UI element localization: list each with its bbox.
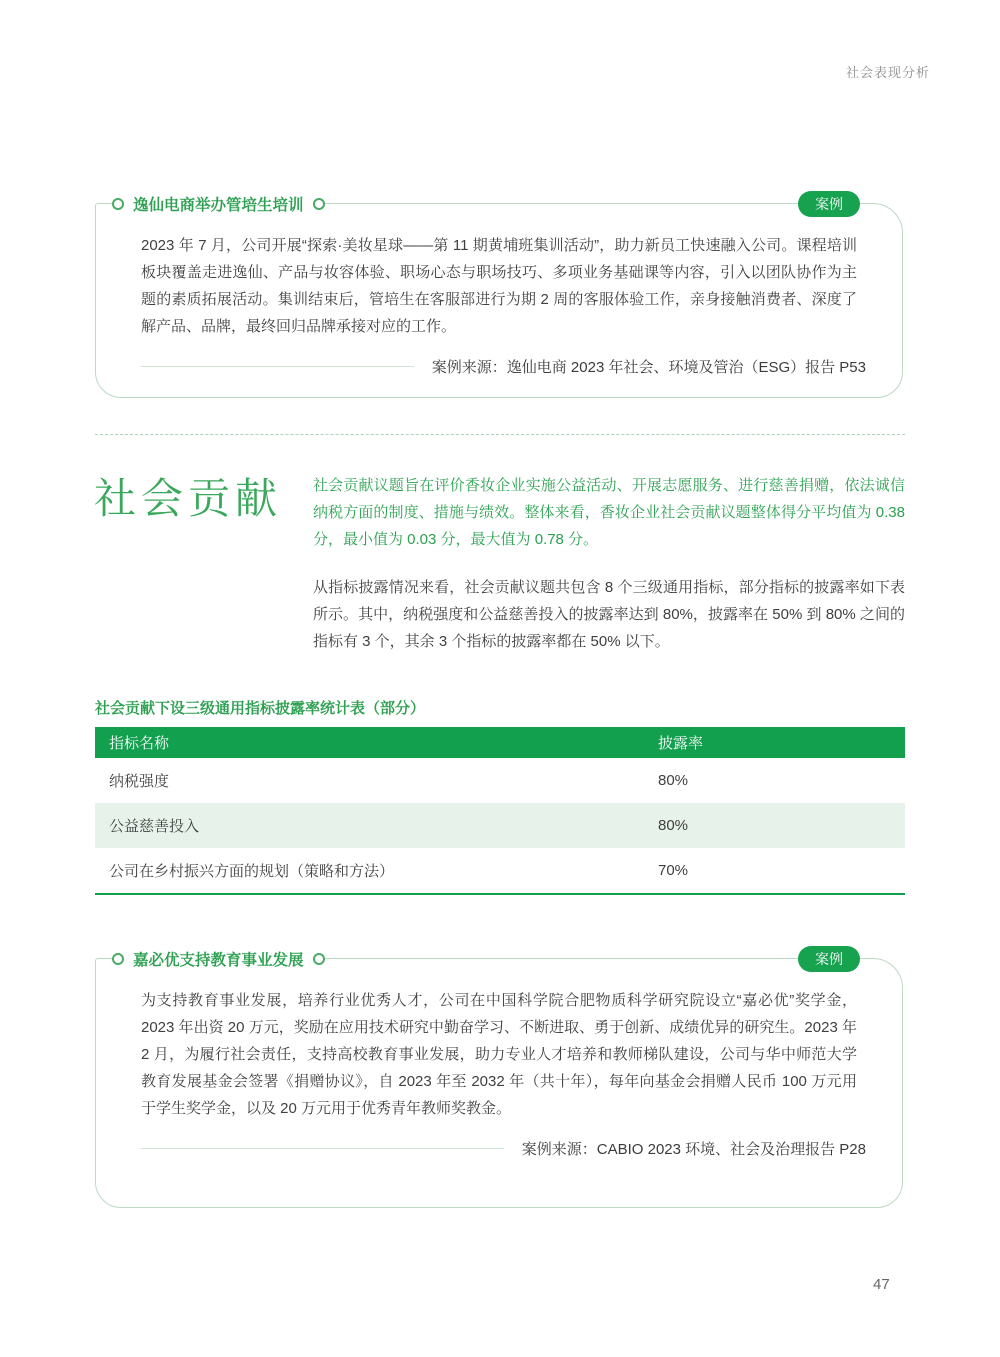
connector-dot-icon: [112, 198, 124, 210]
connector-dot-icon: [313, 198, 325, 210]
case-box-yixian: [95, 196, 903, 398]
case-badge: 案例: [798, 946, 860, 972]
source-divider-line: [141, 1148, 504, 1149]
connector-dot-icon: [112, 953, 124, 965]
case-title: 嘉必优支持教育事业发展: [124, 948, 313, 970]
table-cell-indicator: 纳税强度: [109, 773, 170, 790]
disclosure-rate-table: [95, 727, 905, 895]
page-header-label: 社会表现分析: [845, 65, 930, 80]
page-number: 47: [873, 1276, 890, 1293]
case-box-header: [96, 945, 902, 973]
table-cell-rate: 80%: [658, 772, 689, 789]
case-source-text: 案例来源：CABIO 2023 环境、社会及治理报告 P28: [521, 1141, 866, 1158]
table-cell-rate: 70%: [658, 862, 689, 879]
connector-dot-icon: [313, 953, 325, 965]
table-header-row: [95, 727, 905, 758]
table-row: [95, 758, 905, 803]
source-divider-line: [141, 366, 414, 367]
case-source-row: [141, 1138, 866, 1159]
case-body-text: 2023 年 7 月，公司开展“探索·美妆星球——第 11 期黄埔班集训活动”，助力新员工快速融入公司。课程培训板块覆盖走进逸仙、产品与妆容体验、职场心态与职场技巧、多项业务基础课等内容，引入以团队协作为主题的素质拓展活动。集训结束后，管培生在客服部进行为期 2 周的客服体验工作，亲身接触消费者、深度了解产品、品牌，最终回归品牌承接对应的工作。: [141, 237, 857, 335]
table-row: [95, 848, 905, 893]
table-header-indicator: 指标名称: [109, 735, 170, 752]
table-row: [95, 803, 905, 848]
section-intro-green-paragraph: 社会贡献议题旨在评价香妆企业实施公益活动、开展志愿服务、进行慈善捐赠，依法诚信纳税方面的制度、措施与绩效。整体来看，香妆企业社会贡献议题整体得分平均值为 0.38 分，最小值为 0.03 分，最大值为 0.78 分。: [313, 477, 905, 548]
table-cell-indicator: 公益慈善投入: [109, 818, 200, 835]
case-source-text: 案例来源：逸仙电商 2023 年社会、环境及管治（ESG）报告 P53: [431, 359, 866, 376]
case-source-row: [141, 356, 866, 377]
case-title: 逸仙电商举办管培生培训: [124, 193, 313, 215]
case-body-text: 为支持教育事业发展，培养行业优秀人才，公司在中国科学院合肥物质科学研究院设立“嘉必优”奖学金，2023 年出资 20 万元，奖励在应用技术研究中勤奋学习、不断进取、勇于创新、成绩优异的研究生。2023 年 2 月，为履行社会责任，支持高校教育事业发展，助力专业人才培养和教师梯队建设，公司与华中师范大学教育发展基金会签署《捐赠协议》，自 2023 年至 2032 年（共十年），每年向基金会捐赠人民币 100 万元用于学生奖学金，以及 20 万元用于优秀青年教师奖教金。: [141, 992, 857, 1117]
table-caption: 社会贡献下设三级通用指标披露率统计表（部分）: [95, 700, 426, 717]
table-cell-rate: 80%: [658, 817, 689, 834]
table-cell-indicator: 公司在乡村振兴方面的规划（策略和方法）: [109, 863, 395, 880]
section-title: 社会贡献: [94, 475, 283, 522]
section-intro: [313, 472, 905, 655]
table-header-rate: 披露率: [658, 735, 704, 752]
case-box-cabio: [95, 951, 903, 1208]
case-badge: 案例: [798, 191, 860, 217]
section-intro-black-paragraph: 从指标披露情况来看，社会贡献议题共包含 8 个三级通用指标，部分指标的披露率如下表所示。其中，纳税强度和公益慈善投入的披露率达到 80%，披露率在 50% 到 80% 之间的指标有 3 个，其余 3 个指标的披露率都在 50% 以下。: [313, 579, 905, 650]
case-box-header: [96, 190, 902, 218]
dashed-divider: [95, 434, 905, 435]
